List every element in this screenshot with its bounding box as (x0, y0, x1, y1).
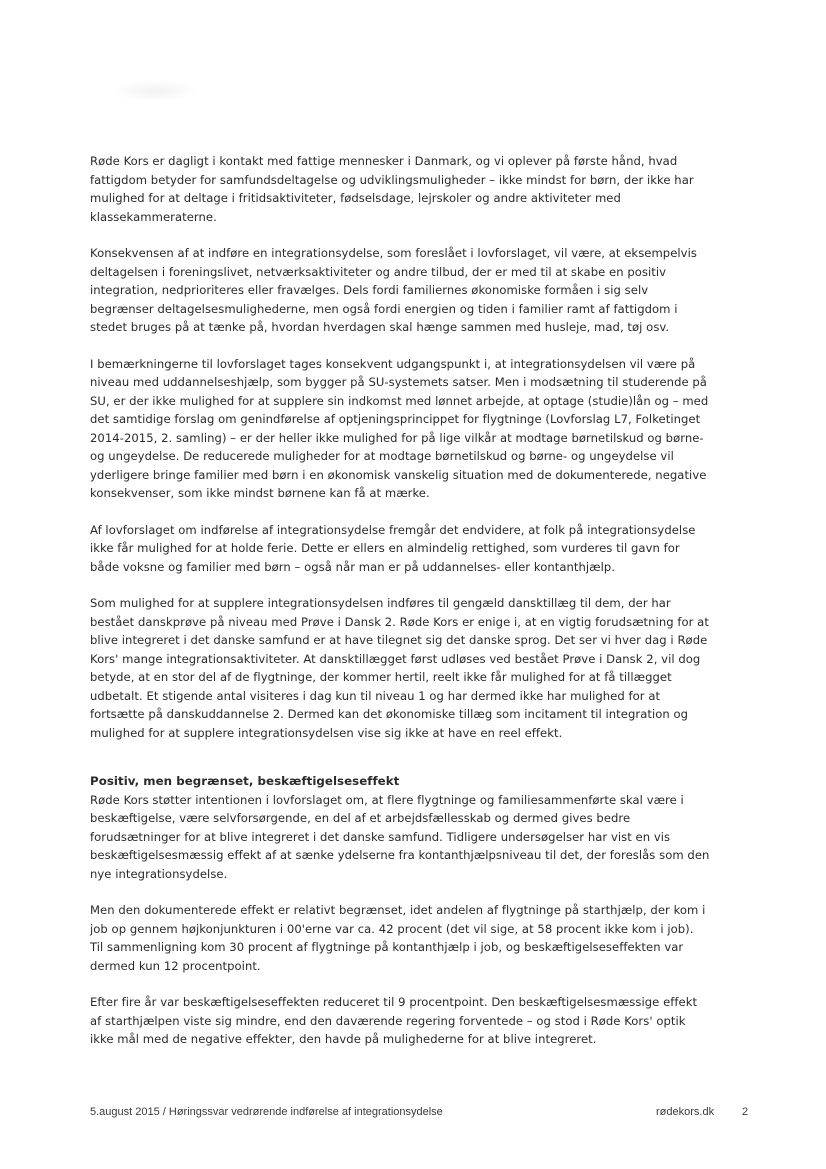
scan-smudge (110, 80, 200, 102)
paragraph: Af lovforslaget om indførelse af integrationsydelse fremgår det endvidere, at folk på integrationsydelse ikke får mulighed for at holde ferie. Dette er ellers en almindelig rettighed, som vurderes til gavn for både voksne og familier med børn – også når man er på uddannelses- eller kontanthjælp. (90, 522, 696, 574)
section-heading: Positiv, men begrænset, beskæftigelseseffekt (90, 774, 400, 788)
paragraph: I bemærkningerne til lovforslaget tages konsekvent udgangspunkt i, at integrationsydelsen vil være på niveau med uddannelseshjælp, som bygger på SU-systemets satser. Men i modsætning til studerende på SU, er der ikke mulighed for at supplere sin indkomst med lønnet arbejde, at optage (studie)lån og – med det samtidige forslag om genindførelse af optjeningsprincippet for flygtninge (Lovforslag L7, Folketinget 2014-2015, 2. samling) – er der heller ikke mulighed for på lige vilkår at modtage børnetilskud og børne- og ungeydelse. De reducerede muligheder for at modtage børnetilskud og børne- og ungeydelse vil yderligere bringe familier med børn i en økonomisk vanskelig situation med de dokumenterede, negative konsekvenser, som ikke mindst børnene kan få at mærke. (90, 356, 709, 500)
document-body (90, 152, 710, 1067)
page-number: 2 (742, 1106, 749, 1118)
page-footer (90, 1106, 750, 1124)
footer-website: rødekors.dk (656, 1106, 715, 1118)
paragraph: Efter fire år var beskæftigelseseffekten reduceret til 9 procentpoint. Den beskæftigelsesmæssige effekt af starthjælpen viste sig mindre, end den daværende regering forventede – og stod i Røde Kors' optik ikke mål med de negative effekter, den havde på mulighederne for at blive integreret. (90, 995, 698, 1046)
footer-document-info: 5.august 2015 / Høringssvar vedrørende indførelse af integrationsydelse (90, 1106, 443, 1118)
paragraph: Røde Kors er dagligt i kontakt med fattige mennesker i Danmark, og vi oplever på første hånd, hvad fattigdom betyder for samfundsdeltagelse og udviklingsmuligheder – ikke mindst for børn, der ikke har mulighed for at deltage i fritidsaktiviteter, fødselsdage, lejrskoler og andre aktiviteter med klassekammeraterne. (90, 154, 694, 224)
paragraph: Konsekvensen af at indføre en integrationsydelse, som foreslået i lovforslaget, vil være, at eksempelvis deltagelsen i foreningslivet, netværksaktiviteter og andre tilbud, der er med til at skabe en positiv integration, nedprioriteres eller fravælges. Dels fordi familiernes økonomiske formåen i sig selv begrænser deltagelsesmulighederne, men også fordi energien og tiden i familier ramt af fattigdom i stedet bruges på at tænke på, hvordan hverdagen skal hænge sammen med husleje, mad, tøj osv. (90, 246, 697, 334)
paragraph: Som mulighed for at supplere integrationsydelsen indføres til gengæld dansktillæg til dem, der har bestået danskprøve på niveau med Prøve i Dansk 2. Røde Kors er enige i, at en vigtig forudsætning for at blive integreret i det danske samfund er at have tilegnet sig det danske sprog. Det ser vi hver dag i Røde Kors' mange integrationsaktiviteter. At dansktillægget først udløses ved bestået Prøve i Dansk 2, vil dog betyde, at en stor del af de flygtninge, der kommer hertil, reelt ikke får mulighed for at få tillægget udbetalt. Et stigende antal visiteres i dag kun til niveau 1 og har dermed ikke har mulighed for at fortsætte på danskuddannelse 2. Dermed kan det økonomiske tillæg som incitament til integration og mulighed for at supplere integrationsydelsen vise sig ikke at have en reel effekt. (90, 596, 709, 740)
paragraph: Men den dokumenterede effekt er relativt begrænset, idet andelen af flygtninge på starthjælp, der kom i job op gennem højkonjunkturen i 00'erne var ca. 42 procent (det vil sige, at 58 procent ikke kom i job). Til sammenligning kom 30 procent af flygtninge på kontanthjælp i job, og beskæftigelseseffekten var dermed kun 12 procentpoint. (90, 903, 706, 973)
paragraph: Røde Kors støtter intentionen i lovforslaget om, at flere flygtninge og familiesammenførte skal være i beskæftigelse, være selvforsørgende, en del af et arbejdsfællesskab og dermed gives bedre forudsætninger for at blive integreret i det danske samfund. Tidligere undersøgelser har vist en vis beskæftigelsesmæssig effekt af at sænke ydelserne fra kontanthjælpsniveau til det, der foreslås som den nye integrationsydelse. (90, 792, 710, 881)
